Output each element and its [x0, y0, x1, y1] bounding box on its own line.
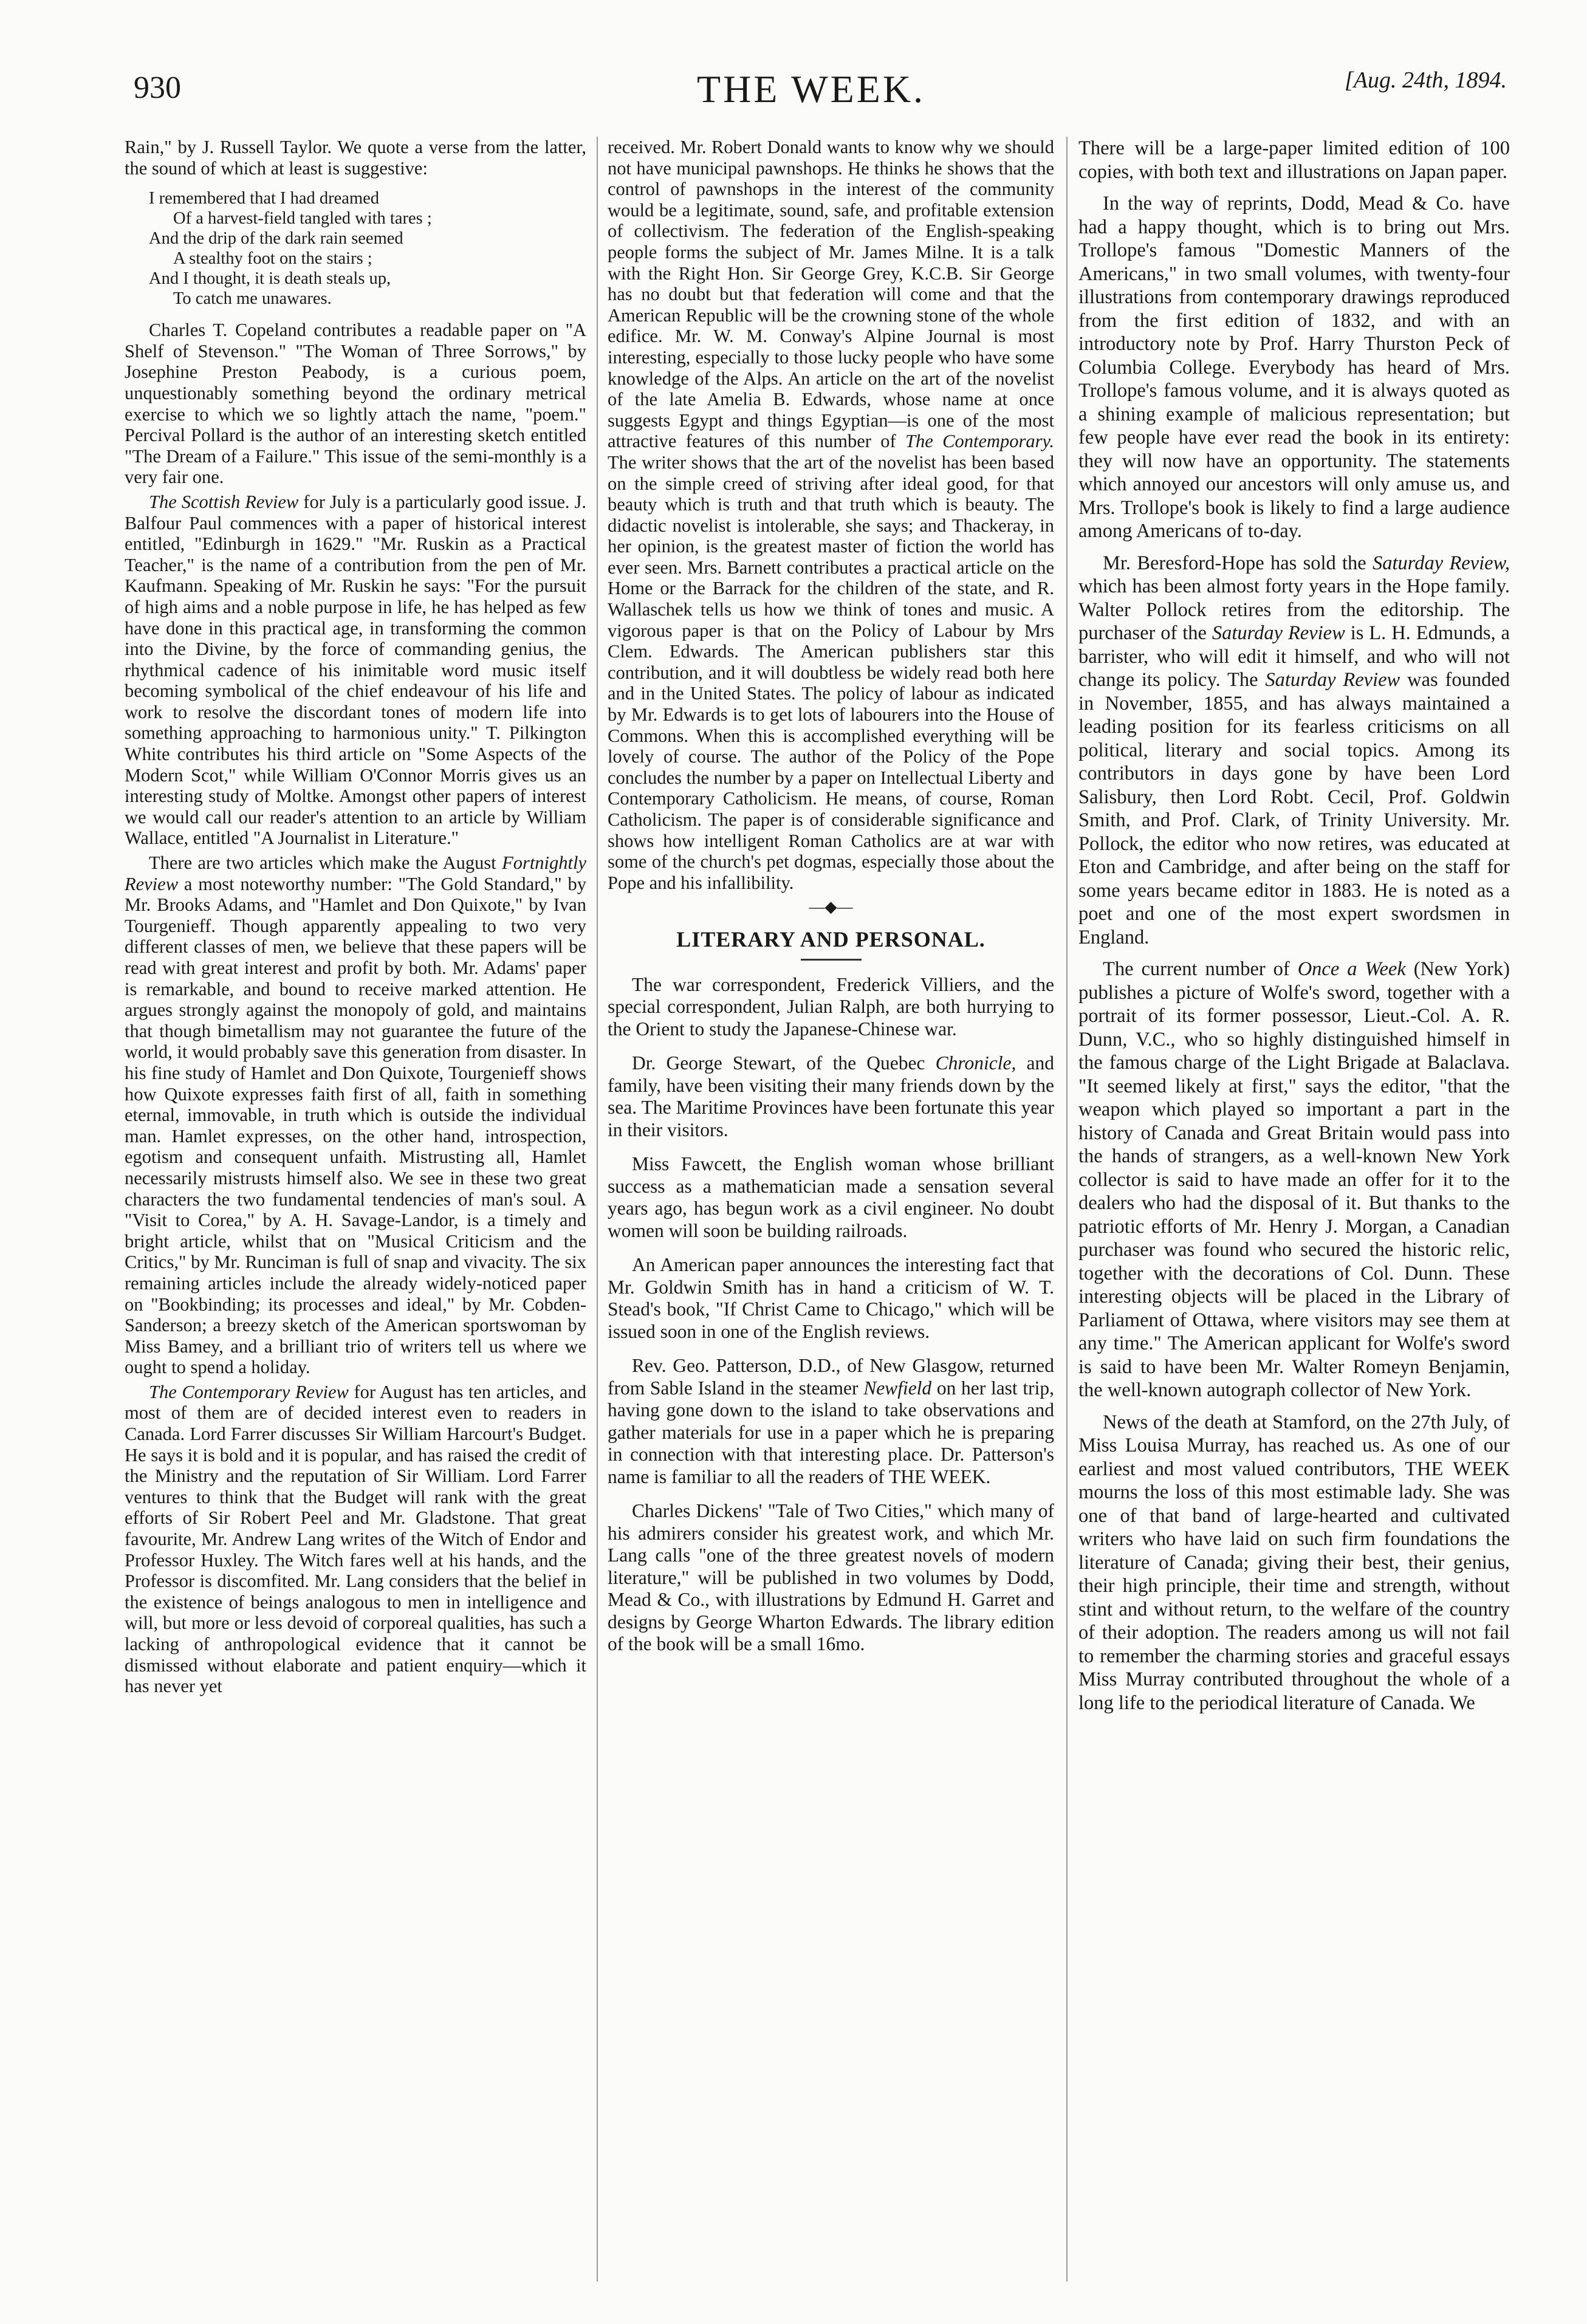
paragraph: The war correspondent, Frederick Villiers, and the special correspondent, Julian Ralph, are both hurrying to the Orient to study the Japanese-Chinese war. [608, 973, 1054, 1040]
poem-line: A stealthy foot on the stairs ; [173, 249, 372, 269]
poem-line: Of a harvest-field tangled with tares ; [173, 209, 432, 228]
paragraph: Rev. Geo. Patterson, D.D., of New Glasgow, returned from Sable Island in the steamer Newfield on her last trip, having gone down to the island to take observations and gather materials for use in a paper which he is preparing in connection with that interesting place. Dr. Patterson's name is familiar to all the readers of THE WEEK. [608, 1355, 1054, 1487]
paragraph: In the way of reprints, Dodd, Mead & Co. have had a happy thought, which is to bring out Mrs. Trollope's famous "Domestic Manners of the Americans," in two small volumes, with twenty-four illustrations from contemporary drawings reproduced from the first edition of 1832, and with an introductory note by Prof. Harry Thurston Peck of Columbia College. Everybody has heard of Mrs. Trollope's famous volume, and it is always quoted as a shining example of malicious representation; but few people have ever read the book in its entirety: they will now have an opportunity. The statements which annoyed our ancestors will only amuse us, and Mrs. Trollope's book is likely to find a large audience among Americans of to-day. [1078, 193, 1510, 542]
column-divider [1066, 137, 1068, 2281]
page-number: 930 [134, 70, 181, 105]
paragraph: News of the death at Stamford, on the 27th July, of Miss Louisa Murray, has reached us. As one of our earliest and most valued contributors, THE WEEK mourns the loss of this most estimable lady. She was one of that band of large-hearted and cultivated writers who have laid on such firm foundations the literature of Canada; giving their best, their genius, their high principle, their time and strength, without stint and without return, to the welfare of the country of their adoption. The readers among us will not fail to remember the charming stories and graceful essays Miss Murray contributed throughout the whole of a long life to the periodical literature of Canada. We [1078, 1411, 1510, 1714]
paragraph: The current number of Once a Week (New York) publishes a picture of Wolfe's sword, together with a portrait of its former possessor, Lieut.-Col. A. R. Dunn, V.C., who so highly distinguished himself in the famous charge of the Light Brigade at Balaclava. "It seemed likely at first," says the editor, "that the weapon which played so important a part in the history of Canada and Great Britain would pass into the hands of strangers, as a well-known New York collector is said to have made an offer for it to the dealers who had the disposal of it. But thanks to the patriotic efforts of Mr. Henry J. Morgan, a Canadian purchaser was found who secured the historic relic, together with the decorations of Col. Dunn. These interesting objects will be placed in the Library of Parliament of Ottawa, where visitors may see them at any time." The American applicant for Wolfe's sword is said to have been Mr. Walter Romeyn Benjamin, the well-known autograph collector of New York. [1078, 958, 1510, 1401]
poem-line: And the drip of the dark rain seemed [149, 229, 403, 249]
publication-title: The Scottish Review [149, 491, 299, 512]
column-1 [125, 137, 586, 1701]
publication-title: Fortnightly Review [125, 852, 586, 894]
paragraph: The Scottish Review for July is a particularly good issue. J. Balfour Paul commences with a paper of historical interest entitled, "Edinburgh in 1629." "Mr. Ruskin as a Practical Teacher," is the name of a contribution from the pen of Mr. Kaufmann. Speaking of Mr. Ruskin he says: "For the pursuit of high aims and a noble purpose in life, he has helped as few have done in this practical age, in transforming the common into the Divine, by the force of commanding genius, the rhythmical cadence of his inimitable word music itself becoming symbolical of the chief endeavour of his life and work to resolve the discordant tones of modern life into something approaching to harmonious unity." T. Pilkington White contributes his third article on "Some Aspects of the Modern Scot," while William O'Connor Morris gives us an interesting study of Moltke. Amongst other papers of interest we would call our reader's attention to an article by William Wallace, entitled "A Journalist in Literature." [125, 491, 587, 849]
literary-personal-section [608, 974, 1054, 1656]
section-ornament: —◆— [809, 898, 853, 916]
paragraph: Rain," by J. Russell Taylor. We quote a verse from the latter, the sound of which at least is suggestive: [125, 137, 586, 179]
paragraph: An American paper announces the interesting fact that Mr. Goldwin Smith has in hand a criticism of W. T. Stead's book, "If Christ Came to Chicago," which will be issued soon in one of the English reviews. [608, 1254, 1054, 1342]
paragraph: There will be a large-paper limited edition of 100 copies, with both text and illustrations on Japan paper. [1078, 137, 1510, 183]
paragraph: Charles Dickens' "Tale of Two Cities," which many of his admirers consider his greatest work, and which Mr. Lang calls "one of the three greatest novels of modern literature," will be published in two volumes by Dodd, Mead & Co., with illustrations by Edmund H. Garret and designs by George Wharton Edwards. The library edition of the book will be a small 16mo. [608, 1500, 1054, 1655]
column-3 [1078, 137, 1510, 1718]
heading-rule [801, 959, 862, 961]
column-2 [608, 137, 1054, 1668]
publication-title: Saturday Review [1265, 669, 1400, 691]
poem-quote [149, 188, 586, 309]
poem-line: To catch me unawares. [173, 289, 332, 309]
column-divider [597, 137, 598, 2281]
ship-name: Newfield [863, 1377, 932, 1399]
paragraph: The Contemporary Review for August has ten articles, and most of them are of decided interest even to readers in Canada. Lord Farrer discusses Sir William Harcourt's Budget. He says it is bold and it is popular, and has raised the credit of the Ministry and the reputation of Sir William. Lord Farrer ventures to think that the Budget will rank with the great efforts of Sir Robert Peel and Mr. Gladstone. That great favourite, Mr. Andrew Lang writes of the Witch of Endor and Professor Huxley. The Witch fares well at his hands, and the Professor is discomfited. Mr. Lang considers that the belief in the existence of beings analogous to men in intelligence and will, but more or less devoid of corporeal qualities, has such a lacking of anthropological evidence that it cannot be dismissed without elaborate and patient enquiry—which it has never yet [125, 1381, 587, 1697]
publication-title: Saturday Review, [1373, 552, 1510, 574]
paragraph: Charles T. Copeland contributes a readable paper on "A Shelf of Stevenson." "The Woman of Three Sorrows," by Josephine Preston Peabody, is a curious poem, unquestionably something beyond the ordinary metrical exercise to which we so lightly attach the name, "poem." Percival Pollard is the author of an interesting sketch entitled "The Dream of a Failure." This issue of the semi-monthly is a very fair one. [125, 320, 586, 488]
paragraph: received. Mr. Robert Donald wants to know why we should not have municipal pawnshops. He thinks he shows that the control of pawnshops in the interest of the community would be a legitimate, sound, safe, and profitable extension of collectivism. The federation of the English-speaking people forms the subject of Mr. James Milne. It is a talk with the Right Hon. Sir George Grey, K.C.B. Sir George has no doubt but that federation will come and that the American Republic will be the crowning stone of the whole edifice. Mr. W. M. Conway's Alpine Journal is most interesting, especially to those lucky people who have some knowledge of the Alps. An article on the art of the novelist of the late Amelia B. Edwards, whose name at once suggests Egypt and things Egyptian—is one of the most attractive features of this number of The Contemporary. The writer shows that the art of the novelist has been based on the simple creed of striving after ideal good, for that beauty which is truth and that truth which is beauty. The didactic novelist is intolerable, she says; and Thackeray, in her opinion, is the greatest master of fiction the world has ever seen. Mrs. Barnett contributes a practical article on the Home or the Barrack for the children of the state, and R. Wallaschek tells us how we think of tones and music. A vigorous paper is that on the Policy of Labour by Mrs Clem. Edwards. The American publishers star this contribution, and it will doubtless be widely read both here and in the United States. The policy of labour as indicated by Mr. Edwards is to get lots of labourers into the House of Commons. When this is accomplished everything will be lovely of course. The author of the Policy of the Pope concludes the number by a paper on Intellectual Liberty and Contemporary Catholicism. He means, of course, Roman Catholicism. The paper is of considerable significance and shows how intelligent Roman Catholics are at war with some of the church's pet dogmas, especially those about the Pope and his infallibility. [608, 137, 1054, 893]
page-header [115, 58, 1507, 125]
paragraph: Dr. George Stewart, of the Quebec Chronicle, and family, have been visiting their many friends down by the sea. The Maritime Provinces have been fortunate this year in their visitors. [608, 1052, 1054, 1140]
publication-title: The Contemporary Review [149, 1381, 349, 1402]
section-heading: LITERARY AND PERSONAL. [676, 927, 985, 951]
journal-title: THE WEEK. [696, 67, 926, 111]
publication-title: Chronicle, [935, 1052, 1016, 1074]
publication-title: Once a Week [1297, 958, 1406, 980]
paragraph: There are two articles which make the August Fortnightly Review a most noteworthy number: "The Gold Standard," by Mr. Brooks Adams, and "Hamlet and Don Quixote," by Ivan Tourgenieff. Though apparently appealing to two very different classes of men, we believe that these papers will be read with great interest and profit by both. Mr. Adams' paper is remarkable, and bound to receive marked attention. He argues strongly against the monopoly of gold, and maintains that though bimetallism may not guarantee the future of the world, it would probably save this generation from disaster. In his fine study of Hamlet and Don Quixote, Tourgenieff shows how Quixote expresses faith first of all, faith in something eternal, immovable, in truth which is outside the individual man. Hamlet expresses, on the other hand, introspection, egotism and consequent unfaith. Mistrusting all, Hamlet necessarily mistrusts himself also. We see in these two great characters the two fundamental tendencies of man's soul. A "Visit to Corea," by A. H. Savage-Landor, is a timely and bright article, whilst that on "Musical Criticism and the Critics," by Mr. Runciman is full of snap and vivacity. The six remaining articles include the already widely-noticed paper on "Bookbinding; its processes and ideal," by Mr. Cobden-Sanderson; a breezy sketch of the American sportswoman by Miss Bamey, and a brilliant trio of writers tell us where we ought to spend a holiday. [125, 852, 586, 1378]
poem-line: I remembered that I had dreamed [149, 189, 380, 208]
publication-title: The Contemporary. [905, 431, 1054, 452]
paragraph: Mr. Beresford-Hope has sold the Saturday Review, which has been almost forty years in the Hope family. Walter Pollock retires from the editorship. The purchaser of the Saturday Review is L. H. Edmunds, a barrister, who will edit it himself, and who will not change its policy. The Saturday Review was founded in November, 1855, and has always maintained a leading position for its fearless criticisms on all political, literary and social topics. Among its contributors in days gone by have been Lord Salisbury, then Lord Robt. Cecil, Prof. Goldwin Smith, and Prof. Clark, of Trinity University. Mr. Pollock, the editor who now retires, was educated at Eton and Cambridge, and after being on the staff for some years became editor in 1883. He is noted as a poet and one of the most expert swordsmen in England. [1078, 552, 1510, 948]
poem-line: And I thought, it is death steals up, [149, 269, 391, 289]
issue-date: [Aug. 24th, 1894. [1344, 67, 1507, 93]
paragraph: Miss Fawcett, the English woman whose brilliant success as a mathematician made a sensation several years ago, has begun work as a civil engineer. No doubt women will soon be building railroads. [608, 1153, 1054, 1241]
publication-title: Saturday Review [1212, 622, 1345, 644]
